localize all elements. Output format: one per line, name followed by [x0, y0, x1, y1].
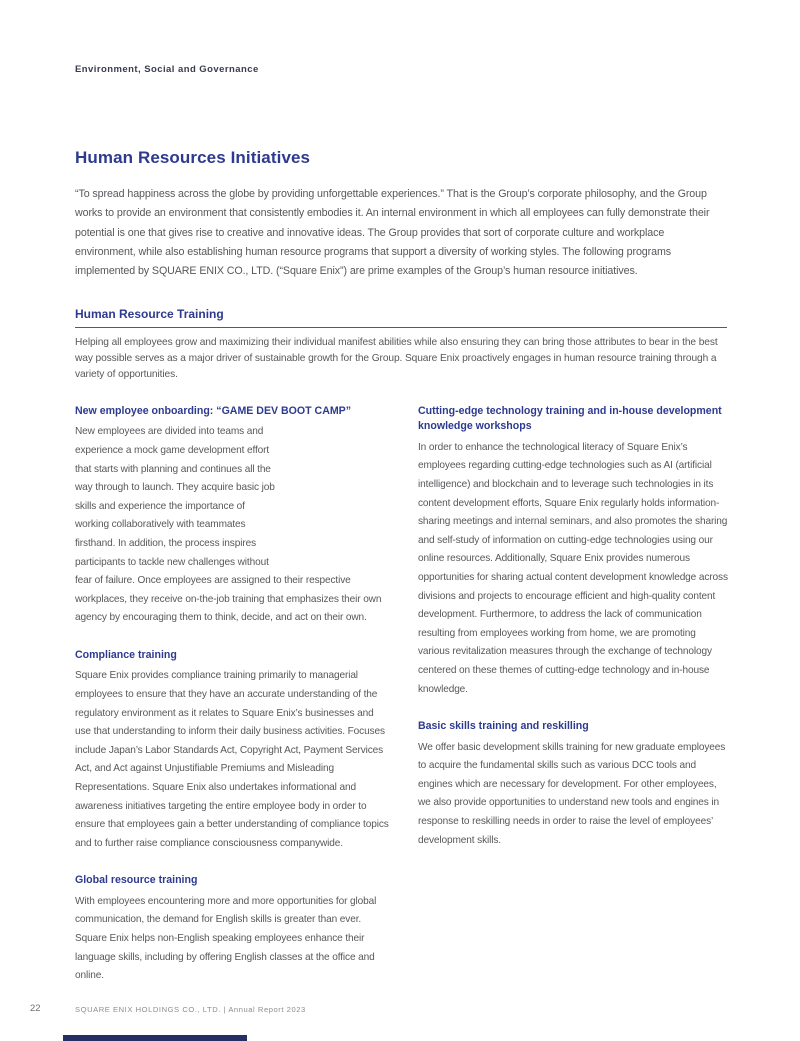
article-compliance-training [75, 648, 390, 853]
onboarding-image-placeholder [284, 423, 390, 556]
article-heading-basic-skills: Basic skills training and reskilling [418, 720, 589, 733]
article-body-global-resource: With employees encountering more and more opportunities for global communication, the demand for English skills is greater than ever. Square Enix helps non-English speaking employees enhance their language skills, including by offering English classes at the office and online. [75, 895, 377, 982]
article-cutting-edge-technology [418, 404, 729, 699]
section-lead-paragraph: Helping all employees grow and maximizing their individual manifest abilities while also ensuring they can bring those attributes to bear in the best way possible serves as a major driver of sustainable growth for the Group. Square Enix proactively engages in human resource training through a variety of opportunities. [75, 337, 718, 381]
page-title: Human Resources Initiatives [75, 148, 311, 167]
footer-accent-bar [63, 1035, 247, 1041]
article-heading-onboarding: New employee onboarding: “GAME DEV BOOT CAMP” [75, 404, 352, 417]
article-heading-compliance: Compliance training [75, 648, 177, 661]
article-basic-skills-training [418, 719, 729, 850]
right-column [418, 404, 729, 986]
article-body-cutting-edge: In order to enhance the technological literacy of Square Enix’s employees regarding cutting-edge technologies such as AI (artificial intelligence) and blockchain and to leverage such technologies in its content development efforts, Square Enix regularly holds information-sharing meetings and internal seminars, and also promotes the sharing and self-study of information on cutting-edge technologies using our online resources. Additionally, Square Enix provides numerous opportunities for sharing actual content development knowledge across divisions and projects to encourage efficient and high-quality content development. Furthermore, to address the lack of communication resulting from employees working from home, we are promoting various revitalization measures through the exchange of technology centered on these themes of cutting-edge technology and in-house knowledge. [418, 441, 728, 695]
article-body-compliance: Square Enix provides compliance training primarily to managerial employees to ensure that they have an accurate understanding of the regulatory environment as it relates to Square Enix’s businesses and use that understanding to inform their daily business activities. Focuses include Japan’s Labor Standards Act, Copyright Act, Payment Services Act, and Act against Unjustifiable Premiums and Misleading Representations. Square Enix also undertakes informational and awareness initiatives targeting the entire employee body in order to ensure that employees gain a better understanding of compliance topics and to further raise compliance consciousness companywide. [75, 670, 389, 849]
footer-text: SQUARE ENIX HOLDINGS CO., LTD. | Annual Report 2023 [75, 1005, 306, 1014]
section-heading-human-resource-training: Human Resource Training [75, 307, 727, 328]
two-column-layout [75, 404, 727, 986]
article-body-text: New employees are divided into teams and experience a mock game development effort that starts with planning and continues all the way through to launch. They acquire basic job skills and experience the importance of working collaboratively with teammates firsthand. In addition, the process inspires participants to tackle new challenges without fear of failure. Once employees are assigned to their respective workplaces, they receive on-the-job training that emphasizes their own agency by encouraging them to think, decide, and act on their own. [75, 426, 382, 624]
article-heading-cutting-edge: Cutting-edge technology training and in-house development knowledge workshops [418, 404, 722, 433]
article-body-onboarding [75, 423, 390, 628]
article-heading-global-resource: Global resource training [75, 874, 198, 887]
intro-paragraph: “To spread happiness across the globe by providing unforgettable experiences.” That is the Group’s corporate philosophy, and the Group works to provide an environment that consistently embodies it. An internal environment in which all employees can fully demonstrate their potential is one that gives rise to creative and innovative ideas. The Group provides that sort of corporate culture and workplace environment, while also establishing human resource programs that support a diversity of working styles. The following programs implemented by SQUARE ENIX CO., LTD. (“Square Enix”) are prime examples of the Group’s human resource initiatives. [75, 188, 710, 278]
article-global-resource-training [75, 873, 390, 985]
article-body-basic-skills: We offer basic development skills training for new graduate employees to acquire the fundamental skills such as various DCC tools and engines which are necessary for development. For other employees, we also provide opportunities to understand new tools and engines in response to reskilling needs in order to raise the level of employees’ development skills. [418, 741, 726, 846]
left-column [75, 404, 390, 986]
section-eyebrow: Environment, Social and Governance [75, 64, 259, 75]
page-number: 22 [30, 1003, 41, 1014]
article-new-employee-onboarding [75, 404, 390, 628]
